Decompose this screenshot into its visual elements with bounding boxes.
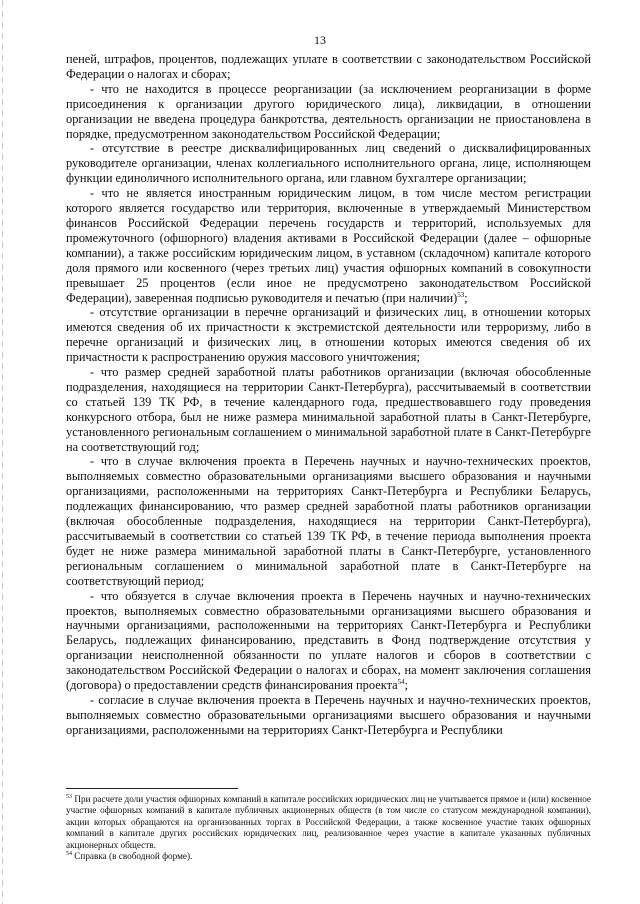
footnote-separator <box>66 788 238 789</box>
paragraph-average-salary: - что размер средней заработной платы работников организации (включая обособленные подразделения, находящиеся на территории Санкт-Петербурга), рассчитываемый в соответствии со статьей 139 ТК РФ, в течение календарного года, предшествовавшего году проведения конкурсного отбора, был не ниже размера минимальной заработной платы в Санкт-Петербурге, установленного региональным соглашением о минимальной заработной плате в Санкт-Петербурге на соответствующий год; <box>66 365 591 454</box>
scan-edge-marks <box>2 0 3 904</box>
paragraph-disqualified-registry: - отсутствие в реестре дисквалифицированных лиц сведений о дисквалифицированных руководителе организации, членах коллегиального исполнительного органа, лице, исполняющем функции единоличного исполнительного органа, или главном бухгалтере организации; <box>66 141 591 186</box>
paragraph-offshore-text: - что не является иностранным юридическим лицом, в том числе местом регистрации которого является государство или территория, включенные в утверждаемый Министерством финансов Российской Федерации перечень государств и территорий, используемых для промежуточного (офшорного) владения активами в Российской Федерации (далее – офшорные компании), а также российским юридическим лицом, в уставном (складочном) капитале которого доля прямого или косвенного (через третьих лиц) участия офшорных компаний в совокупности превышает 25 процентов (если иное не предусмотрено законодательством Российской Федерации), заверенная подписью руководителя и печатью (при наличии) <box>66 186 591 305</box>
page-number: 13 <box>314 33 326 47</box>
paragraph-salary-during-project: - что в случае включения проекта в Перечень научных и научно-технических проектов, выполняемых совместно образовательными организациями высшего образования и научными организациями, расположенными на территориях Санкт-Петербурга и Республики Беларусь, подлежащих финансированию, что размер средней заработной платы работников организации (включая обособленные подразделения, находящиеся на территории Санкт-Петербурга), рассчитываемый в соответствии со статьей 139 ТК РФ, в течение периода выполнения проекта будет не ниже размера минимальной заработной платы в Санкт-Петербурге, установленного региональным соглашением о минимальной заработной плате в Санкт-Петербурге на соответствующий период; <box>66 454 591 588</box>
footnote-53-number: 53 <box>66 793 72 800</box>
footnote-53-text: При расчете доли участия офшорных компаний в капитале российских юридических лиц не учитывается прямое и (или) косвенное участие офшорных компаний в капитале публичных акционерных обществ (в том числе со статусом международной компании), акции которых обращаются на организованных торгах в Российской Федерации, а также косвенное участие таких офшорных компаний в капитале других российских юридических лиц, реализованное через участие в капитале указанных публичных акционерных обществ. <box>66 794 591 850</box>
paragraph-consent: - согласие в случае включения проекта в Перечень научных и научно-технических проектов, выполняемых совместно образовательными организациями высшего образования и научными организациями, расположенными на территориях Санкт-Петербурга и Республики <box>66 692 591 737</box>
paragraph-offshore-tail: ; <box>464 290 468 305</box>
footnote-ref-53[interactable]: 53 <box>457 290 465 299</box>
footnote-54-text: Справка (в свободной форме). <box>72 851 193 862</box>
paragraph-tax-obligation <box>66 589 591 693</box>
paragraph-tax-obligation-text: - что обязуется в случае включения проекта в Перечень научных и научно-технических проектов, выполняемых совместно образовательными организациями высшего образования и научными организациями, расположенными на территориях Санкт-Петербурга и Республики Беларусь, подлежащих финансированию, представить в Фонд подтверждение отсутствия у организации неисполненной обязанности по уплате налогов и сборов в соответствии с законодательством Российской Федерации о налогах и сборах, на момент заключения соглашения (договора) о предоставлении средств финансирования проекта <box>66 588 591 693</box>
paragraph-reorganization: - что не находится в процессе реорганизации (за исключением реорганизации в форме присоединения к организации другого юридического лица), ликвидации, в отношении организации не введена процедура банкротства, деятельность организации не приостановлена в порядке, предусмотренном законодательством Российской Федерации; <box>66 81 591 141</box>
footnote-53 <box>66 794 591 851</box>
footnotes <box>66 794 591 862</box>
footnote-ref-54[interactable]: 54 <box>397 677 405 686</box>
footnote-54-number: 54 <box>66 850 72 857</box>
footnote-54 <box>66 851 591 862</box>
paragraph-offshore <box>66 186 591 305</box>
paragraph-extremism-list: - отсутствие организации в перечне организаций и физических лиц, в отношении которых имеются сведения об их причастности к экстремистской деятельности или терроризму, либо в перечне организаций и физических лиц, в отношении которых имеются сведения об их причастности к распространению оружия массового уничтожения; <box>66 305 591 365</box>
document-body <box>66 52 591 738</box>
paragraph-continuation: пеней, штрафов, процентов, подлежащих уплате в соответствии с законодательством Российской Федерации о налогах и сборах; <box>66 52 591 81</box>
paragraph-tax-obligation-tail: ; <box>404 678 409 693</box>
